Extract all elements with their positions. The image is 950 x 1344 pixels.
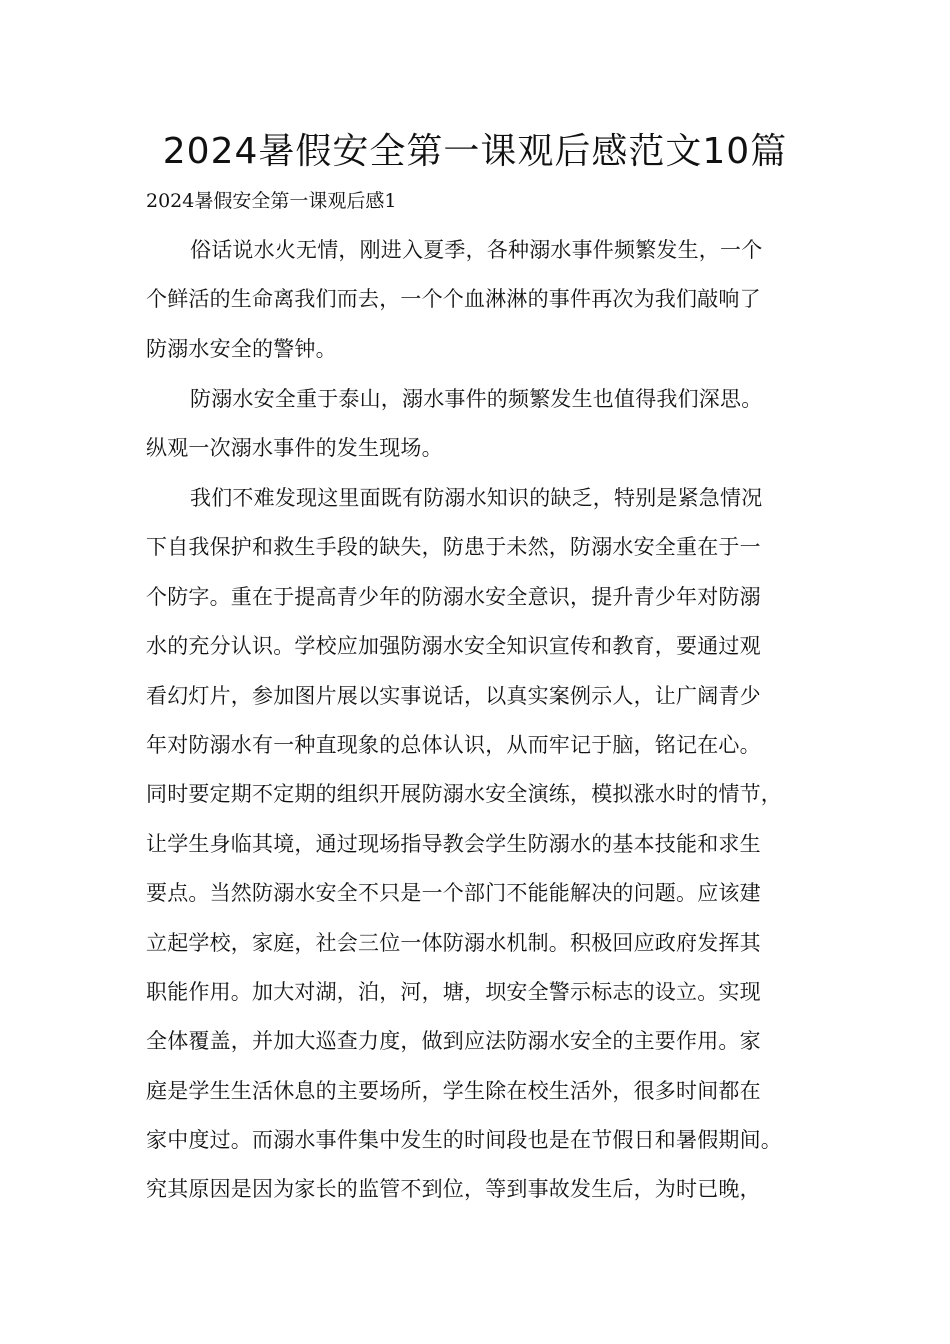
paragraph-line: 究其原因是因为家长的监管不到位，等到事故发生后，为时已晚，	[146, 1177, 761, 1202]
paragraph-line: 同时要定期不定期的组织开展防溺水安全演练，模拟涨水时的情节，	[146, 782, 782, 807]
paragraph-line: 防溺水安全重于泰山，溺水事件的频繁发生也值得我们深思。	[190, 387, 763, 411]
paragraph-line: 水的充分认识。学校应加强防溺水安全知识宣传和教育，要通过观	[146, 634, 761, 659]
paragraph-line: 立起学校，家庭，社会三位一体防溺水机制。积极回应政府发挥其	[146, 930, 761, 955]
paragraph-line: 看幻灯片，参加图片展以实事说话，以真实案例示人，让广阔青少	[146, 683, 761, 708]
paragraph-2	[146, 375, 814, 474]
paragraph-line: 我们不难发现这里面既有防溺水知识的缺乏，特别是紧急情况	[190, 486, 763, 510]
paragraph-line: 年对防溺水有一种直现象的总体认识，从而牢记于脑，铭记在心。	[146, 732, 761, 757]
document-title: 2024暑假安全第一课观后感范文10篇	[162, 131, 788, 172]
paragraph-1	[146, 226, 814, 374]
section-heading: 2024暑假安全第一课观后感1	[146, 190, 397, 212]
paragraph-line: 俗话说水火无情，刚进入夏季，各种溺水事件频繁发生，一个	[190, 238, 763, 262]
paragraph-line: 个防字。重在于提高青少年的防溺水安全意识，提升青少年对防溺	[146, 584, 761, 609]
paragraph-line: 个鲜活的生命离我们而去，一个个血淋淋的事件再次为我们敲响了	[146, 287, 761, 312]
paragraph-line: 职能作用。加大对湖，泊，河，塘，坝安全警示标志的设立。实现	[146, 979, 761, 1004]
paragraph-line: 全体覆盖，并加大巡查力度，做到应法防溺水安全的主要作用。家	[146, 1029, 761, 1054]
paragraph-line: 让学生身临其境，通过现场指导教会学生防溺水的基本技能和求生	[146, 831, 761, 856]
paragraph-line: 庭是学生生活休息的主要场所，学生除在校生活外，很多时间都在	[146, 1078, 761, 1103]
paragraph-line: 下自我保护和救生手段的缺失，防患于未然，防溺水安全重在于一	[146, 535, 761, 560]
paragraph-3	[146, 474, 814, 1215]
paragraph-line: 要点。当然防溺水安全不只是一个部门不能能解决的问题。应该建	[146, 881, 761, 906]
paragraph-line: 防溺水安全的警钟。	[146, 336, 337, 361]
paragraph-line: 家中度过。而溺水事件集中发生的时间段也是在节假日和暑假期间。	[146, 1128, 782, 1153]
paragraph-line: 纵观一次溺水事件的发生现场。	[146, 436, 443, 461]
